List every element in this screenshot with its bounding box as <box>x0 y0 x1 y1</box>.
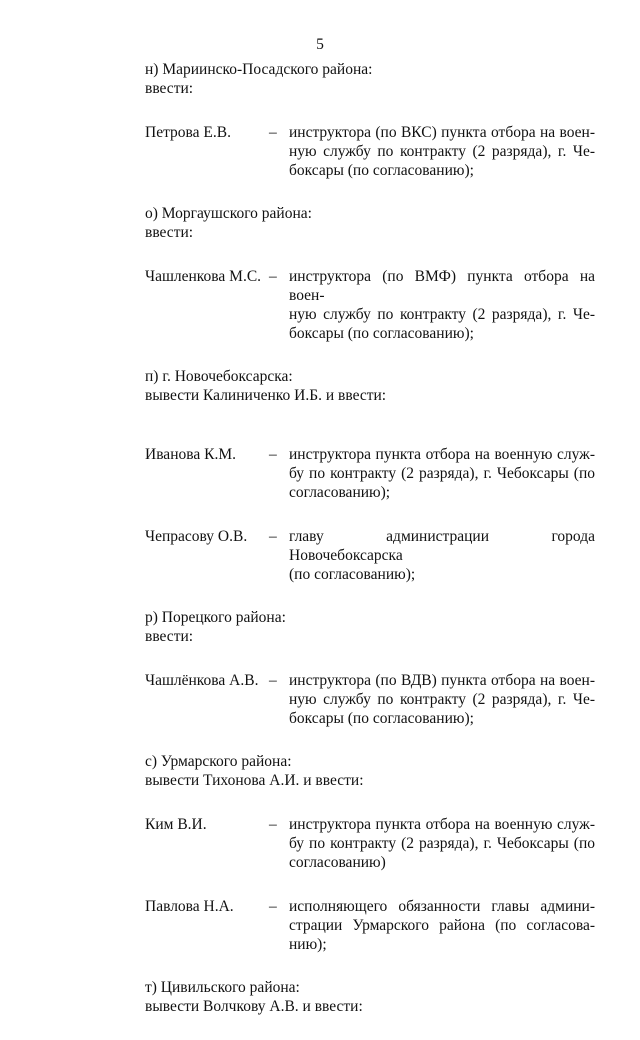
section-heading: т) Цивильского района: <box>145 979 300 996</box>
person-name: Чашленкова М.С. <box>145 268 262 285</box>
person-name: Чашлёнкова А.В. <box>145 672 259 689</box>
person-name: Ким В.И. <box>145 816 207 833</box>
dash-separator: – <box>269 672 277 689</box>
section-heading: р) Порецкого района: <box>145 609 286 626</box>
section-heading: с) Урмарского района: <box>145 753 292 770</box>
entries-list <box>145 267 595 343</box>
person-name: Чепрасову О.В. <box>145 528 248 545</box>
position-description <box>289 815 595 872</box>
dash-separator: – <box>269 446 277 463</box>
dash-separator: – <box>269 528 277 545</box>
section-heading-block <box>145 60 595 98</box>
personnel-entry <box>145 445 595 502</box>
section-heading-block <box>145 608 595 646</box>
section-action: ввести: <box>145 628 194 645</box>
position-line: боксары (по согласованию); <box>289 710 474 727</box>
section-heading-block <box>145 204 595 242</box>
section-action: вывести Калиниченко И.Б. и ввести: <box>145 387 387 404</box>
personnel-entry <box>145 815 595 872</box>
position-line: ную службу по контракту (2 разряда), г. Че- <box>289 691 595 708</box>
position-line: боксары (по согласованию); <box>289 325 474 342</box>
position-description <box>289 527 595 584</box>
section-tsivilsky <box>145 978 595 1016</box>
section-heading-block <box>145 978 595 1016</box>
position-line: бу по контракту (2 разряда), г. Чебоксары (по <box>289 465 595 482</box>
section-action: вывести Тихонова А.И. и ввести: <box>145 772 364 789</box>
position-line: исполняющего обязанности главы админи- <box>289 898 595 915</box>
position-description <box>289 267 595 343</box>
document-body <box>145 60 595 1040</box>
section-heading: п) г. Новочебоксарска: <box>145 368 293 385</box>
position-line: бу по контракту (2 разряда), г. Чебоксары (по <box>289 835 595 852</box>
section-novocheboksarsk <box>145 367 595 584</box>
entries-list <box>145 815 595 954</box>
position-line: (по согласованию); <box>289 566 416 583</box>
position-line: инструктора (по ВМФ) пункта отбора на воен- <box>289 268 595 304</box>
section-poretsky <box>145 608 595 728</box>
position-line: согласованию) <box>289 854 386 871</box>
person-name: Павлова Н.А. <box>145 898 234 915</box>
position-line: инструктора (по ВКС) пункта отбора на воен- <box>289 124 595 141</box>
personnel-entry <box>145 267 595 343</box>
position-line: инструктора пункта отбора на военную служ- <box>289 816 595 833</box>
section-heading-block <box>145 367 595 405</box>
dash-separator: – <box>269 124 277 141</box>
entries-list <box>145 445 595 584</box>
position-description <box>289 445 595 502</box>
personnel-entry <box>145 897 595 954</box>
section-heading: о) Моргаушского района: <box>145 205 312 222</box>
section-action: ввести: <box>145 224 194 241</box>
position-line: согласованию); <box>289 484 391 501</box>
position-line: страции Урмарского района (по согласова- <box>289 917 595 934</box>
section-action: ввести: <box>145 80 194 97</box>
dash-separator: – <box>269 816 277 833</box>
section-urmarsky <box>145 752 595 954</box>
dash-separator: – <box>269 268 277 285</box>
section-heading-block <box>145 752 595 790</box>
position-line: главу администрации города Новочебоксарска <box>289 528 595 564</box>
section-heading: н) Мариинско-Посадского района: <box>145 61 373 78</box>
person-name: Петрова Е.В. <box>145 124 231 141</box>
section-action: вывести Волчкову А.В. и ввести: <box>145 998 363 1015</box>
personnel-entry <box>145 527 595 584</box>
position-line: ную службу по контракту (2 разряда), г. Че- <box>289 306 595 323</box>
position-line: боксары (по согласованию); <box>289 162 474 179</box>
position-line: ную службу по контракту (2 разряда), г. Че- <box>289 143 595 160</box>
position-description <box>289 671 595 728</box>
position-line: инструктора (по ВДВ) пункта отбора на воен- <box>289 672 595 689</box>
section-morgaushsky <box>145 204 595 343</box>
personnel-entry <box>145 123 595 180</box>
position-description <box>289 897 595 954</box>
position-line: инструктора пункта отбора на военную служ- <box>289 446 595 463</box>
dash-separator: – <box>269 898 277 915</box>
entries-list <box>145 123 595 180</box>
personnel-entry <box>145 671 595 728</box>
page-number: 5 <box>316 36 324 53</box>
position-description <box>289 123 595 180</box>
section-mariinsko-posadsky <box>145 60 595 180</box>
person-name: Иванова К.М. <box>145 446 236 463</box>
position-line: нию); <box>289 936 327 953</box>
entries-list <box>145 671 595 728</box>
